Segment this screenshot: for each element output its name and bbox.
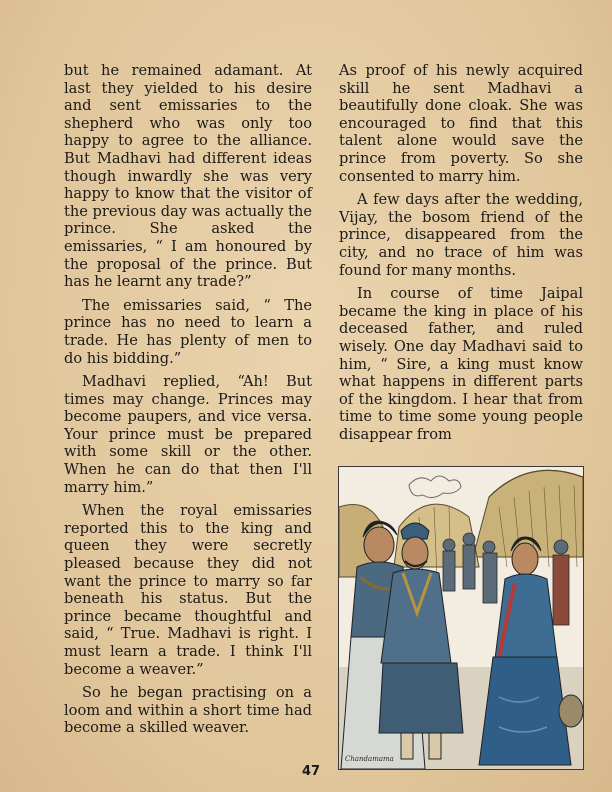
- paragraph: In course of time Jaipal became the king in place of his deceased father, and ruled wisely. One day Madhavi said to him, “ Sire, a king must know what happens in different parts of the kingdom. I hear that from time to time some young people disappear from: [339, 285, 583, 443]
- page-number: 47: [301, 764, 321, 779]
- paragraph: So he began practising on a loom and within a short time had become a skilled weaver.: [64, 684, 312, 737]
- story-illustration: [338, 466, 584, 770]
- paragraph: A few days after the wedding, Vijay, the bosom friend of the prince, disappeared from the city, and no trace of him was found for many months.: [339, 191, 583, 279]
- right-text-column: [339, 62, 583, 449]
- paragraph: The emissaries said, “ The prince has no need to learn a trade. He has plenty of men to do his bidding.”: [64, 296, 312, 367]
- illustration-scene: [339, 467, 583, 769]
- paragraph: When the royal emissaries reported this to the king and queen they were secretly pleased because they did not want the prince to marry so far beneath his status. But the prince became thoughtful and said, “ True. Madhavi is right. I must learn a trade. I think I'll become a weaver.”: [64, 502, 312, 678]
- artist-signature: Chandamama: [345, 755, 394, 763]
- paragraph: but he remained adamant. At last they yielded to his desire and sent emissaries to the shepherd who was only too happy to agree to the alliance. But Madhavi had different ideas though inwardly she was very happy to know that the visitor of the previous day was actually the prince. She asked the emissaries, “ I am honoured by the proposal of the prince. But has he learnt any trade?”: [64, 62, 312, 291]
- left-text-column: [64, 62, 312, 743]
- paragraph: As proof of his newly acquired skill he sent Madhavi a beautifully done cloak. She was encouraged to find that this talent alone would save the prince from poverty. So she consented to marry him.: [339, 62, 583, 185]
- paragraph: Madhavi replied, “Ah! But times may change. Princes may become paupers, and vice versa. Your prince must be prepared with some skill or the other. When he can do that then I'll marry him.”: [64, 373, 312, 496]
